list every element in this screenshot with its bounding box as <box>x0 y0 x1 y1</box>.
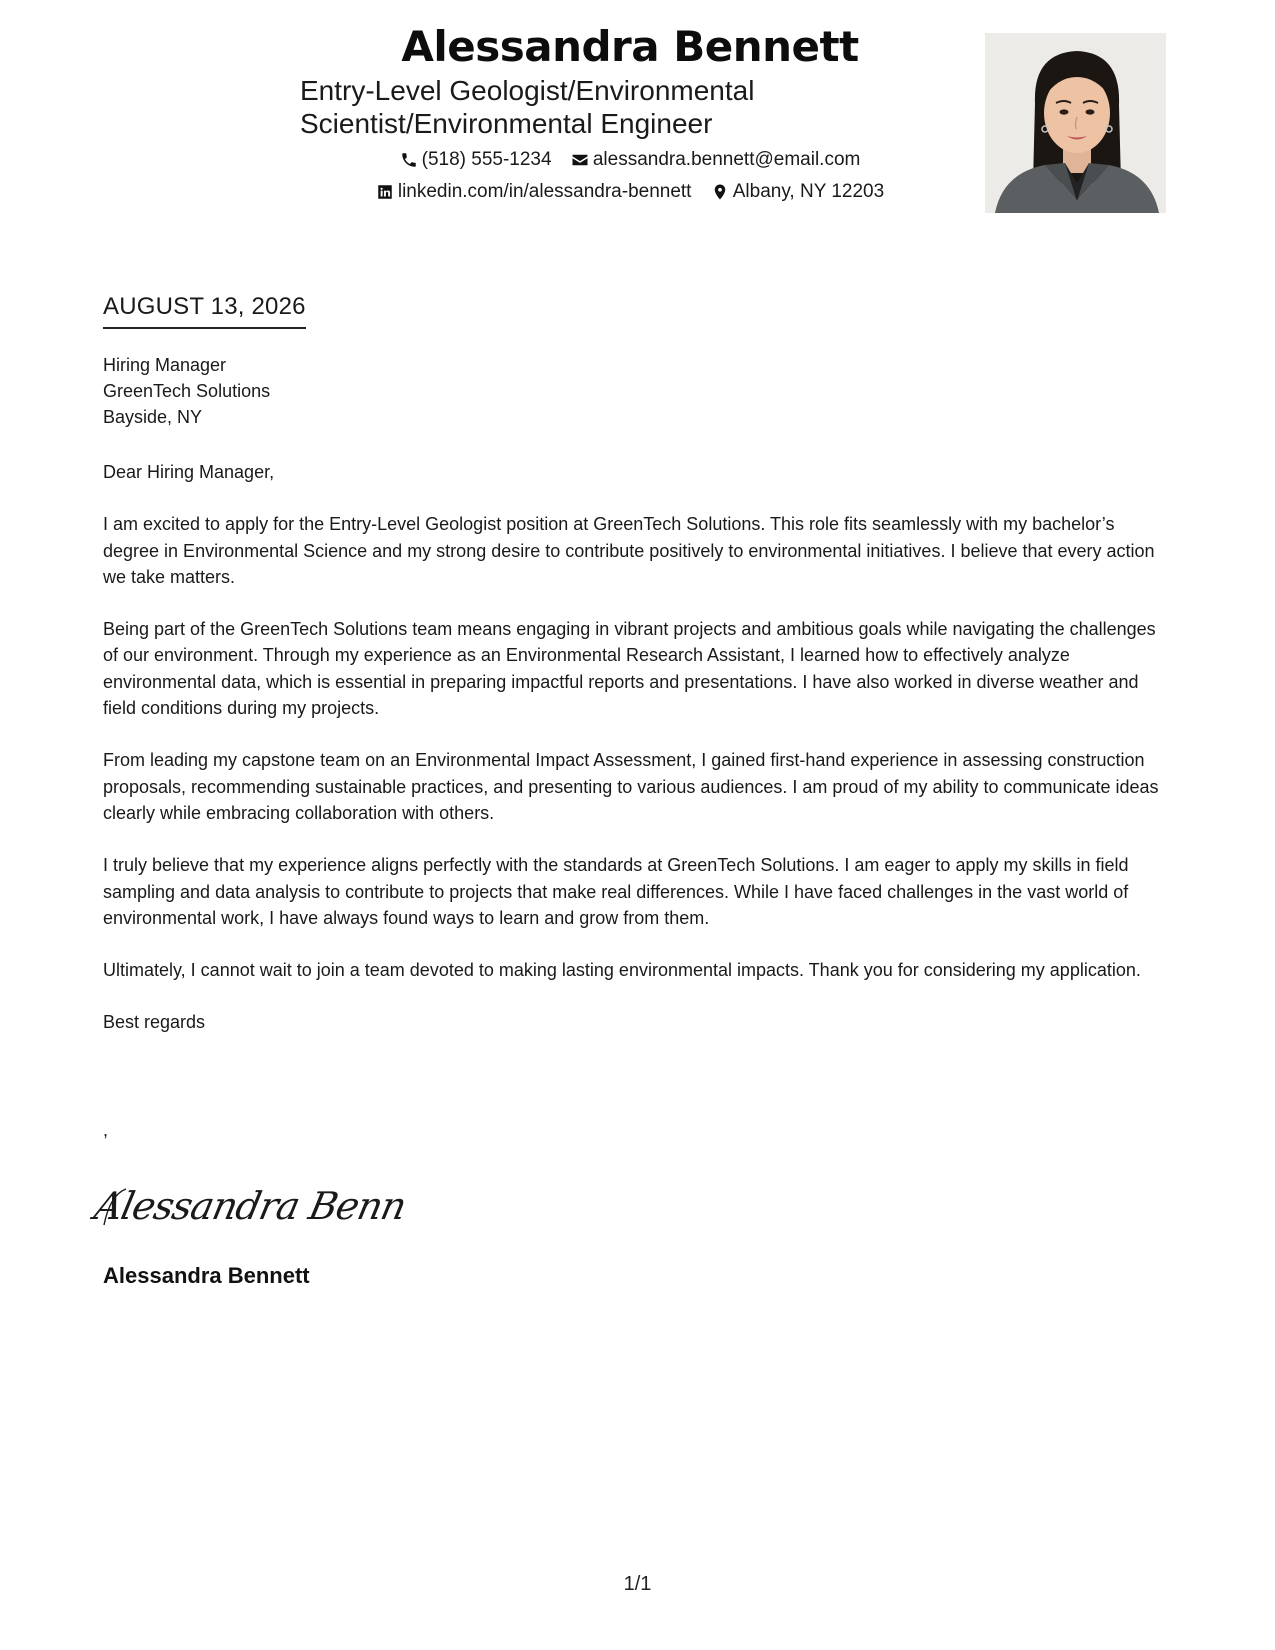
job-title <box>300 74 820 140</box>
contact-row-2 <box>300 181 960 207</box>
paragraph: I am excited to apply for the Entry-Level Geologist position at GreenTech Solutions. This role fits seamlessly with my bachelor’s degree in Environmental Science and my strong desire to contribute positively to environmental initiatives. I believe that every action we take matters. <box>103 514 1155 587</box>
map-pin-icon <box>711 183 729 201</box>
paragraph: From leading my capstone team on an Environmental Impact Assessment, I gained first-hand experience in assessing construction proposals, recommending sustainable practices, and presenting to various audiences. I am proud of my ability to communicate ideas clearly while embracing collaboration with others. <box>103 750 1159 823</box>
letter-body <box>103 459 1173 1062</box>
signature-glyphs: Alessandra Benn <box>90 1184 410 1229</box>
envelope-icon <box>571 151 589 169</box>
contact-phone <box>400 149 552 171</box>
linkedin-icon <box>376 183 394 201</box>
contact-location <box>711 181 884 203</box>
salutation: Dear Hiring Manager, <box>103 462 275 482</box>
location-text: Albany, NY 12203 <box>732 181 885 202</box>
phone-text: (518) 555-1234 <box>421 149 552 170</box>
letter-date: AUGUST 13, 2026 <box>103 293 306 329</box>
paragraph: I truly believe that my experience aligns perfectly with the standards at GreenTech Solutions. I am eager to apply my skills in field sampling and data analysis to contribute to projects that make real differences. While I have faced challenges in the vast world of environmental work, I have always found ways to learn and grow from them. <box>103 855 1129 928</box>
closing: Best regards <box>103 1012 206 1033</box>
contact-row-1 <box>300 149 960 175</box>
paragraph: Ultimately, I cannot wait to join a team devoted to making lasting environmental impacts. Thank you for considering my application. <box>103 960 1141 981</box>
job-title-line-1: Entry-Level Geologist/Environmental <box>300 75 755 106</box>
recipient-location: Bayside, NY <box>103 407 203 427</box>
paragraph: Being part of the GreenTech Solutions team means engaging in vibrant projects and ambitious goals while navigating the challenges of our environment. Through my experience as an Environmental Research Assistant, I learned how to effectively analyze environmental data, which is essential in preparing impactful reports and presentations. I have also worked in diverse weather and field conditions during my projects. <box>103 619 1156 719</box>
recipient-title: Hiring Manager <box>103 355 227 375</box>
page-number: 1/1 <box>623 1573 652 1595</box>
profile-photo <box>985 33 1166 213</box>
recipient-block <box>103 352 270 430</box>
job-title-line-2: Scientist/Environmental Engineer <box>300 108 713 139</box>
applicant-name: Alessandra Bennett <box>401 22 859 71</box>
profile-photo-illustration <box>985 33 1166 213</box>
linkedin-text: linkedin.com/in/alessandra-bennett <box>397 181 692 202</box>
handwritten-signature <box>90 1175 410 1235</box>
signature-image <box>90 1175 410 1235</box>
email-text: alessandra.bennett@email.com <box>592 149 861 170</box>
phone-icon <box>400 151 418 169</box>
contact-linkedin <box>376 181 692 203</box>
closing-comma: , <box>103 1120 109 1140</box>
contact-email <box>571 149 860 171</box>
printed-name: Alessandra Bennett <box>103 1263 310 1288</box>
recipient-company: GreenTech Solutions <box>103 381 271 401</box>
